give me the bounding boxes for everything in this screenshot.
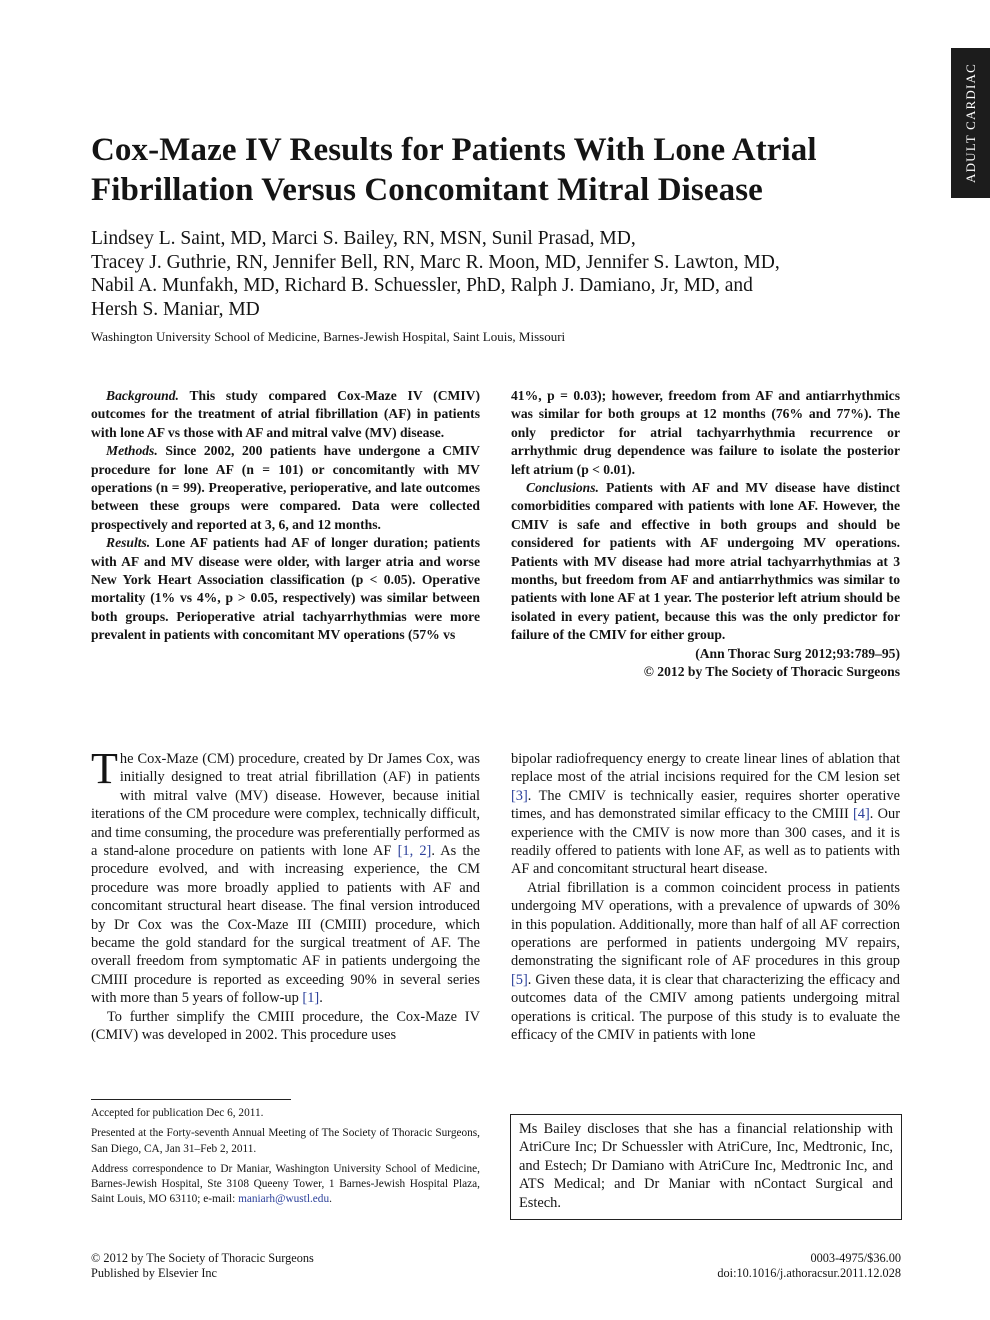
- abstract-copyright: © 2012 by The Society of Thoracic Surgeons: [643, 664, 900, 680]
- body-text: .: [319, 990, 323, 1007]
- abstract-text: Patients with AF and MV disease have distinct comorbidities compared with patients with lone AF. However, the CMIV is safe and effective in both groups and should be considered for patients with AF undergoing MV operations. Patients with MV disease had more atrial tachyarrhythmias at 3 months, but freedom from AF and antiarrhythmics was similar to patients with lone AF at 1 year. The posterior left atrium should be isolated in every patient, because this was the only predictor for failure of the CMIV for either group.: [511, 480, 900, 643]
- footnote-divider: [91, 1099, 291, 1100]
- article-title: [91, 130, 931, 210]
- abstract-right-column: [511, 387, 900, 682]
- abstract-text: This study compared Cox-Maze IV (CMIV) outcomes for the treatment of atrial fibrillation (AF) in patients with lone AF vs those with AF and mitral valve (MV) disease.: [91, 388, 480, 440]
- abstract-left-column: [91, 387, 480, 645]
- title-line: Fibrillation Versus Concomitant Mitral Disease: [91, 172, 763, 208]
- footer-copyright: © 2012 by The Society of Thoracic Surgeons: [91, 1251, 314, 1265]
- correspondence-note: [91, 1162, 480, 1208]
- title-line: Cox-Maze IV Results for Patients With Lone Atrial: [91, 132, 817, 168]
- body-text: he Cox-Maze (CM) procedure, created by Dr James Cox, was initially designed to treat atrial fibrillation (AF) in patients with mitral valve (MV) disease. However, because initial iterations of the CM procedure were complex, technically difficult, and time consuming, the procedure was preferentially performed as a stand-alone procedure on patients with lone AF: [91, 751, 480, 860]
- reference-link[interactable]: [5]: [511, 971, 528, 988]
- journal-citation: (Ann Thorac Surg 2012;93:789–95): [695, 645, 900, 661]
- reference-link[interactable]: [3]: [511, 787, 528, 804]
- reference-link[interactable]: [1, 2]: [397, 843, 432, 860]
- drop-cap: T: [91, 744, 118, 793]
- author-line: Nabil A. Munfakh, MD, Richard B. Schuessler, PhD, Ralph J. Damiano, Jr, MD, and: [91, 275, 753, 296]
- abstract-label: Conclusions.: [526, 480, 599, 496]
- note-text: Address correspondence to Dr Maniar, Washington University School of Medicine, Barnes-Jewish Hospital, Ste 3108 Queeny Tower, 1 Barnes-Jewish Hospital Plaza, Saint Louis, MO 63110; e-mail:: [91, 1162, 480, 1206]
- footer-issn: 0003-4975/$36.00: [810, 1251, 901, 1265]
- disclosure-box: Ms Bailey discloses that she has a financial relationship with AtriCure Inc; Dr Schuessler with AtriCure, Inc, Medtronic, Inc, and Estech; Dr Damiano with AtriCure Inc, Medtronic Inc, and ATS Medical; and Dr Maniar with nContact Surgical and Estech.: [510, 1114, 902, 1220]
- body-text: . Our experience with the CMIV is now more than 300 cases, and it is readily offered to patients with lone AF, as well as to patients with AF and concomitant structural heart disease.: [511, 806, 900, 878]
- body-right-column: [511, 750, 900, 1045]
- body-text: Atrial fibrillation is a common coincident process in patients undergoing MV operations, with a prevalence of upwards of 30% in this population. Additionally, more than half of all AF correction operations are performed in patients undergoing MV repairs, demonstrating the significant role of AF procedures in this group: [511, 879, 900, 970]
- body-left-column: [91, 744, 481, 1045]
- author-line: Lindsey L. Saint, MD, Marci S. Bailey, RN, MSN, Sunil Prasad, MD,: [91, 228, 636, 249]
- accepted-note: Accepted for publication Dec 6, 2011.: [91, 1107, 264, 1119]
- abstract-label: Background.: [106, 388, 179, 403]
- abstract-conclusions: [511, 479, 900, 645]
- author-line: Tracey J. Guthrie, RN, Jennifer Bell, RN, Marc R. Moon, MD, Jennifer S. Lawton, MD,: [91, 251, 780, 273]
- body-text: bipolar radiofrequency energy to create linear lines of ablation that replace most of the atrial incisions required for the CM lesion set: [511, 751, 900, 786]
- abstract-text: Lone AF patients had AF of longer duration; patients with AF and MV disease were older, with larger atria and worse New York Heart Association classification (p < 0.05). Operative mortality (1% vs 4%, p > 0.05, respectively) was similar between both groups. Perioperative atrial tachyarrhythmias were more prevalent in patients with concomitant MV operations (57% vs: [91, 535, 480, 643]
- body-paragraph: [91, 744, 481, 1008]
- reference-link[interactable]: [4]: [853, 806, 870, 823]
- body-text: . As the procedure evolved, and with increasing experience, the CM procedure was more broadly applied to patients with AF and concomitant structural heart disease. The final version introduced by Dr Cox was the Cox-Maze III (CMIII) procedure, which became the gold standard for the surgical treatment of AF. The overall freedom from symptomatic AF in patients undergoing the CMIII procedure is reported as exceeding 90% in several series with more than 5 years of follow-up: [91, 843, 481, 1007]
- body-paragraph: [511, 750, 900, 879]
- note-text: .: [329, 1193, 332, 1206]
- footer-left: [91, 1251, 314, 1282]
- abstract-label: Results.: [106, 535, 151, 551]
- email-link[interactable]: maniarh@wustl.edu: [238, 1193, 330, 1206]
- abstract-label: Methods.: [106, 443, 158, 459]
- footnotes: [91, 1106, 480, 1213]
- footer-publisher: Published by Elsevier Inc: [91, 1266, 218, 1281]
- abstract-methods: [91, 442, 480, 534]
- abstract-background: [91, 387, 480, 442]
- section-tab-label: ADULT CARDIAC: [962, 63, 978, 183]
- body-text: . Given these data, it is clear that characterizing the efficacy and outcomes data of the CMIV among patients undergoing mitral operations is critical. The purpose of this study is to evaluate the efficacy of the CMIV in patients with lone: [511, 971, 900, 1044]
- body-paragraph: [511, 879, 900, 1045]
- body-paragraph: To further simplify the CMIII procedure, the Cox-Maze IV (CMIV) was developed in 2002. This procedure uses: [91, 1008, 480, 1044]
- abstract-results: [91, 534, 480, 644]
- author-line: Hersh S. Maniar, MD: [91, 298, 260, 320]
- footer-doi: doi:10.1016/j.athoracsur.2011.12.028: [717, 1266, 901, 1281]
- abstract-text: Since 2002, 200 patients have undergone a CMIV procedure for lone AF (n = 101) or concomitantly with MV operations (n = 99). Preoperative, perioperative, and late outcomes between these groups were compared. Data were collected prospectively and reported at 3, 6, and 12 months.: [91, 443, 480, 532]
- reference-link[interactable]: [1]: [302, 990, 320, 1007]
- affiliation: Washington University School of Medicine, Barnes-Jewish Hospital, Saint Louis, Missouri: [91, 329, 566, 344]
- section-tab: [951, 48, 990, 198]
- abstract-results-continued: 41%, p = 0.03); however, freedom from AF and antiarrhythmics was similar for both groups at 12 months (76% and 77%). The only predictor for atrial tachyarrhythmia recurrence or arrhythmic drug dependence was failure to isolate the posterior left atrium (p < 0.01).: [511, 388, 900, 477]
- footer-right: [717, 1251, 901, 1282]
- body-text: . The CMIV is technically easier, requires shorter operative times, and has demonstrated similar efficacy to the CMIII: [511, 787, 900, 823]
- presented-note: Presented at the Forty-seventh Annual Meeting of The Society of Thoracic Surgeons, San Diego, CA, Jan 31–Feb 2, 2011.: [91, 1127, 480, 1155]
- author-list: [91, 227, 931, 321]
